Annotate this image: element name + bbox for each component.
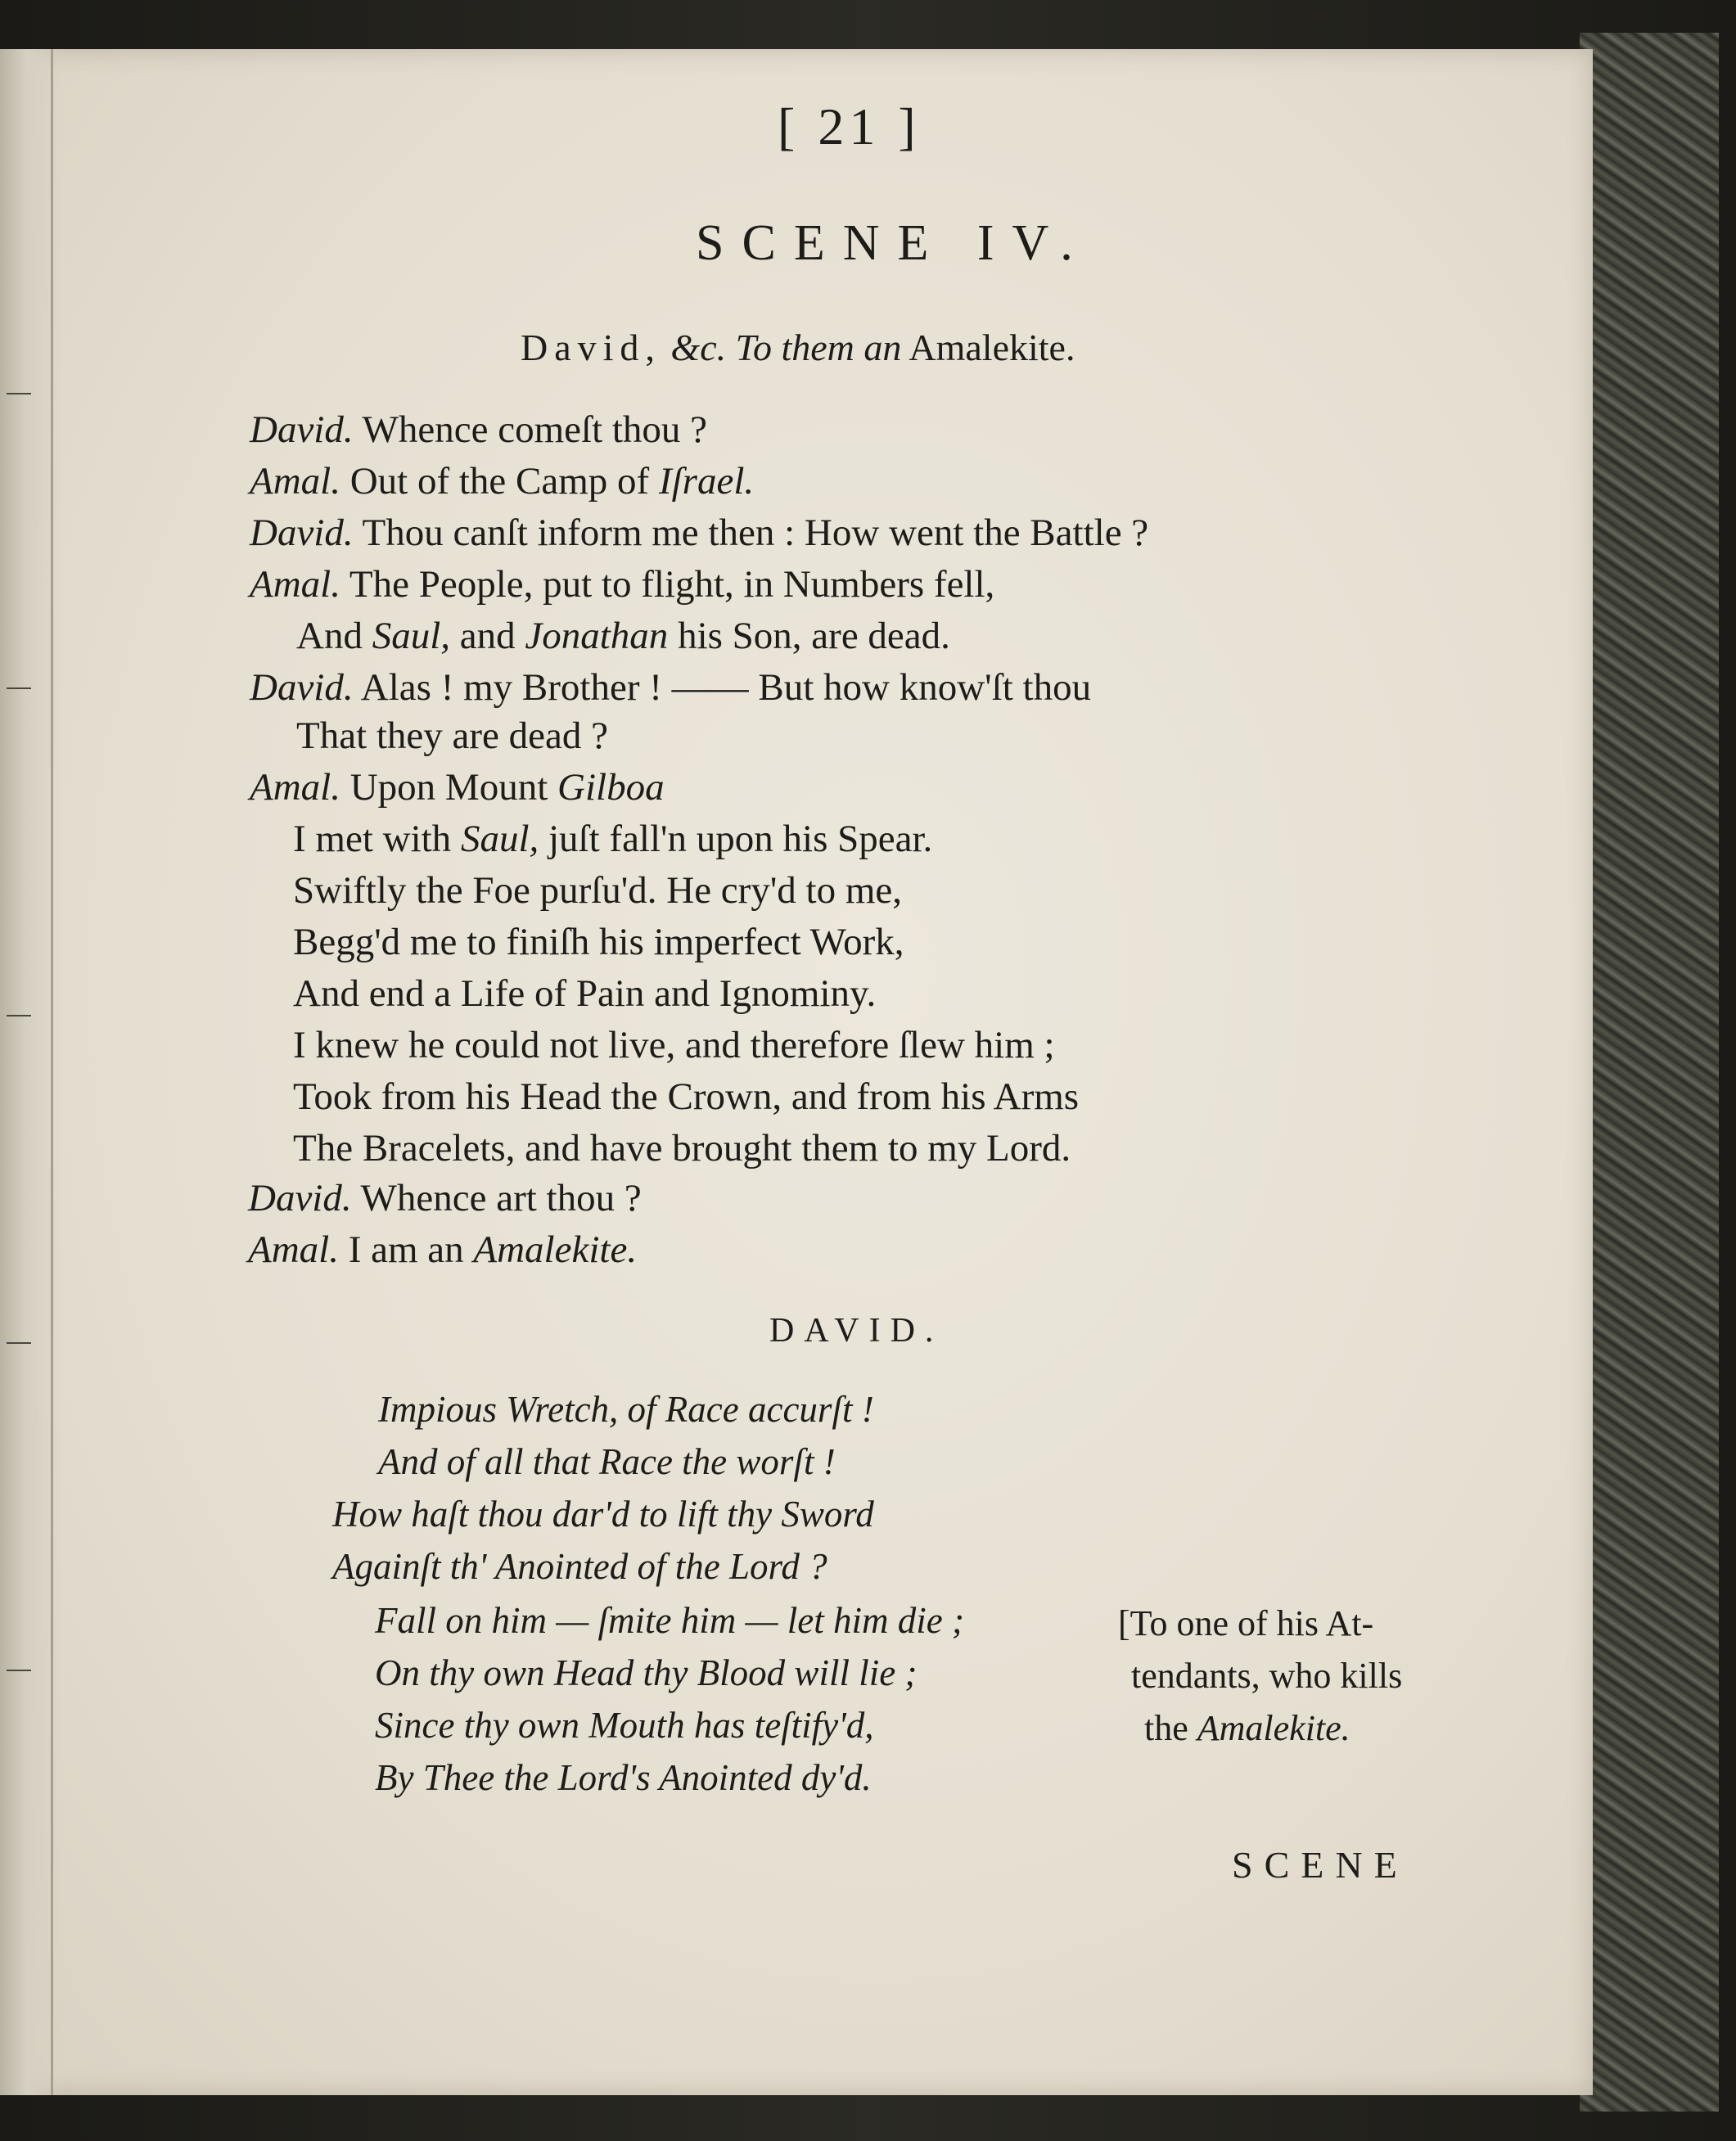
line-text: Upon Mount <box>349 766 548 809</box>
speaker: Amal. <box>248 1228 339 1271</box>
line-mid: and <box>459 615 516 657</box>
line-text: juſt fall'n upon his Spear. <box>548 818 933 860</box>
speaker: David. <box>248 1177 352 1219</box>
dialogue-line <box>293 971 876 1016</box>
dialogue-line <box>296 614 950 658</box>
speaker: Amal. <box>250 563 340 606</box>
sewing-mark <box>7 1670 31 1671</box>
line-text: Whence comeſt thou ? <box>362 408 708 451</box>
dialogue-line <box>293 920 904 964</box>
line-text: Out of the Camp of <box>349 460 650 503</box>
dialogue-line <box>250 459 754 503</box>
dialogue-line <box>248 1228 637 1272</box>
direction-italic: Amalekite. <box>1197 1708 1350 1748</box>
scene-title: SCENE IV. <box>696 215 1091 271</box>
line-italic: Saul, <box>372 615 451 657</box>
verse-line: By Thee the Lord's Anointed dy'd. <box>375 1757 872 1798</box>
dialogue-line <box>248 1176 642 1220</box>
verse-line: Impious Wretch, of Race accurſt ! <box>378 1389 874 1430</box>
page-number: [ 21 ] <box>778 97 921 156</box>
page-gutter <box>0 49 65 2095</box>
catchword: SCENE <box>1232 1844 1409 1886</box>
speaker: Amal. <box>250 766 340 809</box>
sewing-mark <box>7 687 31 689</box>
dialogue-line <box>293 868 902 913</box>
line-italic: Saul, <box>460 818 539 860</box>
verse-line: Againſt th' Anointed of the Lord ? <box>332 1546 827 1587</box>
line-text: That they are dead ? <box>296 714 609 757</box>
dialogue-line <box>293 1023 1055 1067</box>
dialogue-line <box>293 1075 1079 1119</box>
line-pre: I met with <box>293 818 452 860</box>
heading-character: Amalekite. <box>909 327 1075 368</box>
line-text: The Bracelets, and have brought them to my Lord. <box>293 1127 1071 1170</box>
verse-line: How haſt thou dar'd to lift thy Sword <box>332 1494 874 1535</box>
line-text: And end a Life of Pain and Ignominy. <box>293 972 877 1015</box>
verse-line: On thy own Head thy Blood will lie ; <box>375 1652 918 1693</box>
sewing-mark <box>7 393 31 394</box>
dialogue-line <box>250 562 994 606</box>
dialogue-line <box>293 817 932 861</box>
line-text: Took from his Head the Crown, and from his Arms <box>293 1075 1080 1118</box>
verse-line: Fall on him — ſmite him — let him die ; <box>375 1600 964 1641</box>
stage-direction-line: [To one of his At- <box>1118 1603 1374 1643</box>
stage-direction-line <box>1144 1707 1350 1749</box>
verse-line: And of all that Race the worſt ! <box>378 1441 836 1482</box>
line-text: I am an <box>348 1228 464 1271</box>
line-text: his Son, are dead. <box>678 615 950 657</box>
line-text: Swiftly the Foe purſu'd. He cry'd to me, <box>293 869 903 912</box>
dialogue-line <box>293 1126 1071 1170</box>
heading-to-them: To them an <box>735 327 902 368</box>
line-text: Alas ! my Brother ! —— But how know'ſt thou <box>360 666 1092 709</box>
line-text: Whence art thou ? <box>360 1177 642 1219</box>
line-italic: Amalekite. <box>473 1228 638 1271</box>
heading-etc: &c. <box>670 327 727 368</box>
line-italic: Iſrael. <box>658 460 755 503</box>
dialogue-line <box>250 511 1148 555</box>
line-italic: Gilboa <box>557 766 665 809</box>
direction-pre: the <box>1144 1708 1188 1748</box>
dialogue-line <box>250 665 1091 710</box>
line-text: I knew he could not live, and therefore ſlew him ; <box>293 1024 1055 1066</box>
stage-direction-line: tendants, who kills <box>1131 1656 1403 1696</box>
speaker: Amal. <box>250 460 340 503</box>
line-text: Thou canſt inform me then : How went the Battle ? <box>362 512 1149 554</box>
line-text: Begg'd me to finiſh his imperfect Work, <box>293 921 904 963</box>
marbled-board <box>1580 33 1719 2112</box>
line-italic: Jonathan <box>525 615 669 657</box>
speaker: David. <box>250 666 354 709</box>
scene-heading <box>521 326 1075 369</box>
speaker: David. <box>250 512 354 554</box>
dialogue-line <box>250 765 665 809</box>
line-pre: And <box>296 615 363 657</box>
dialogue-line <box>296 714 608 758</box>
line-text: The People, put to flight, in Numbers fell, <box>349 563 995 606</box>
verse-line: Since thy own Mouth has teſtify'd, <box>375 1705 874 1746</box>
binding-edge <box>51 49 53 2095</box>
speaker: David. <box>250 408 354 451</box>
song-heading: DAVID. <box>769 1312 944 1350</box>
sewing-mark <box>7 1342 31 1344</box>
dialogue-line <box>250 408 707 452</box>
heading-name: David, <box>521 327 661 368</box>
sewing-mark <box>7 1015 31 1016</box>
